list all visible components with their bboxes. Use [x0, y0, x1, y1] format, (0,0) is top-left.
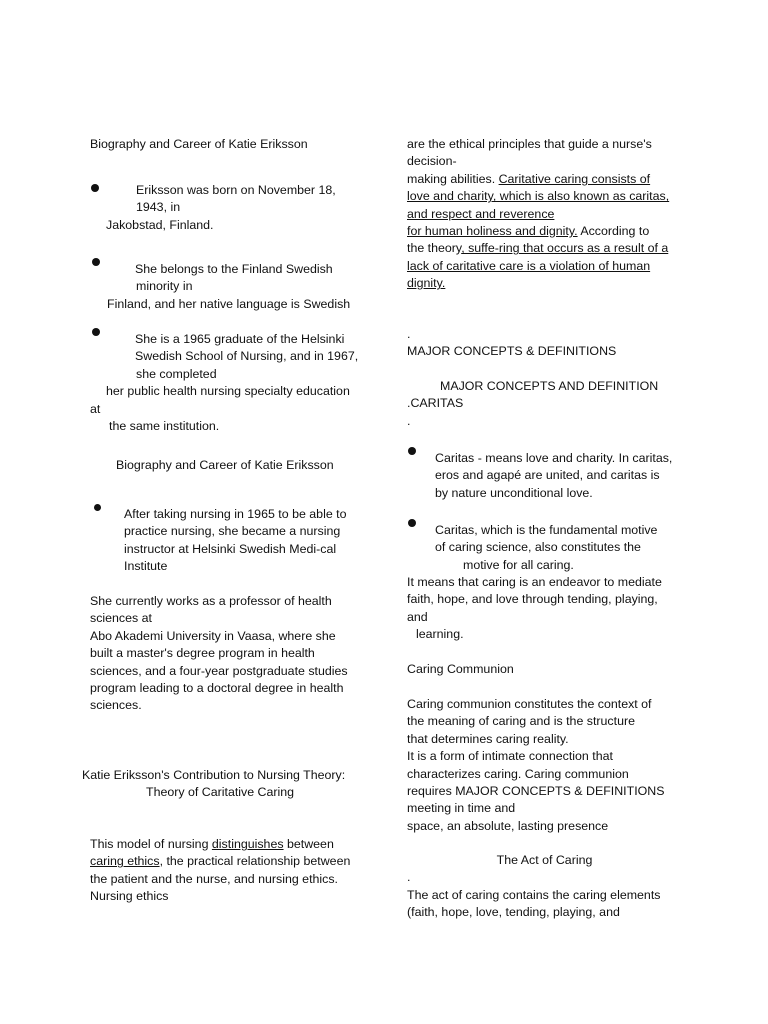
underlined-text: love and charity, which is also known as caritas, [407, 189, 670, 204]
bullet-dot-icon [408, 447, 416, 455]
underlined-term: distinguishes [211, 837, 284, 851]
underlined-text: dignity. [407, 276, 446, 291]
bullet-item: She is a 1965 graduate of the Helsinki Swedish School of Nursing, and in 1967, she completed her public health nursing specialty education at the same institution. [90, 331, 372, 435]
paragraph: It means that caring is an endeavor to mediate faith, hope, and love through tending, playing, and learning. [407, 575, 662, 642]
section-heading: MAJOR CONCEPTS & DEFINITIONS [407, 344, 617, 358]
bullet-item: Caritas, which is the fundamental motive of caring science, also constitutes the motive for all caring. [407, 522, 682, 574]
section-heading: Katie Eriksson's Contribution to Nursing Theory: Theory of Caritative Caring [82, 768, 346, 800]
paragraph: She currently works as a professor of health sciences at Abo Akademi University in Vaasa, where she built a master's degree program in health sciences, and a four-year postgraduate studies program leading to a doctoral degree in health sciences. [90, 594, 348, 713]
section-title: Biography and Career of Katie Eriksson [116, 458, 334, 472]
underlined-text: , suffe-ring that occurs as a result of a [461, 241, 669, 256]
bullet-item: She belongs to the Finland Swedish minority in Finland, and her native language is Swedish [90, 261, 372, 313]
underlined-text: for human holiness and dignity. [407, 224, 578, 239]
separator-dot: . [407, 327, 411, 341]
bullet-dot-icon [92, 258, 100, 266]
section-heading: The Act of Caring [496, 853, 593, 867]
section-heading: MAJOR CONCEPTS AND DEFINITION [440, 379, 659, 393]
bullet-item: Caritas - means love and charity. In caritas, eros and agapé are united, and caritas is by nature unconditional love. [407, 450, 682, 502]
bullet-dot-icon [94, 504, 101, 511]
paragraph: are the ethical principles that guide a nurse's decision- making abilities. Caritative caring consists of love and charity, which is also known as caritas, and respect and reverence for human holiness and dignity. According to the theory, suffe-ring that occurs as a result of a lack of caritative care is a violation of human dignity. [407, 137, 670, 291]
paragraph: This model of nursing distinguishes between caring ethics, the practical relationship between the patient and the nurse, and nursing ethics. Nursing ethics [90, 837, 351, 904]
section-heading: Caring Communion [407, 662, 514, 676]
underlined-term: caring ethics [90, 854, 160, 869]
paragraph: Caring communion constitutes the context of the meaning of caring and is the structure that determines caring reality. It is a form of intimate connection that characterizes caring. Caring communion requires MAJOR CONCEPTS & DEFINITIONS meeting in time and space, an absolute, lasting presence [407, 697, 665, 833]
bullet-dot-icon [91, 184, 99, 192]
paragraph: The act of caring contains the caring elements (faith, hope, love, tending, playing, and [407, 888, 661, 920]
bullet-item: After taking nursing in 1965 to be able to practice nursing, she became a nursing instructor at Helsinki Swedish Medi-cal Institute [90, 506, 372, 576]
bullet-dot-icon [408, 519, 416, 527]
separator-dot: . [407, 870, 411, 884]
bullet-item: Eriksson was born on November 18, 1943, in Jakobstad, Finland. [90, 182, 372, 234]
separator-dot: . [407, 414, 411, 428]
bullet-dot-icon [92, 328, 100, 336]
section-label: .CARITAS [407, 396, 464, 410]
section-title: Biography and Career of Katie Eriksson [90, 137, 308, 151]
underlined-text: lack of caritative care is a violation of human [407, 258, 651, 273]
underlined-text: and respect and reverence [407, 206, 555, 221]
underlined-text: Caritative caring consists of [498, 171, 651, 186]
